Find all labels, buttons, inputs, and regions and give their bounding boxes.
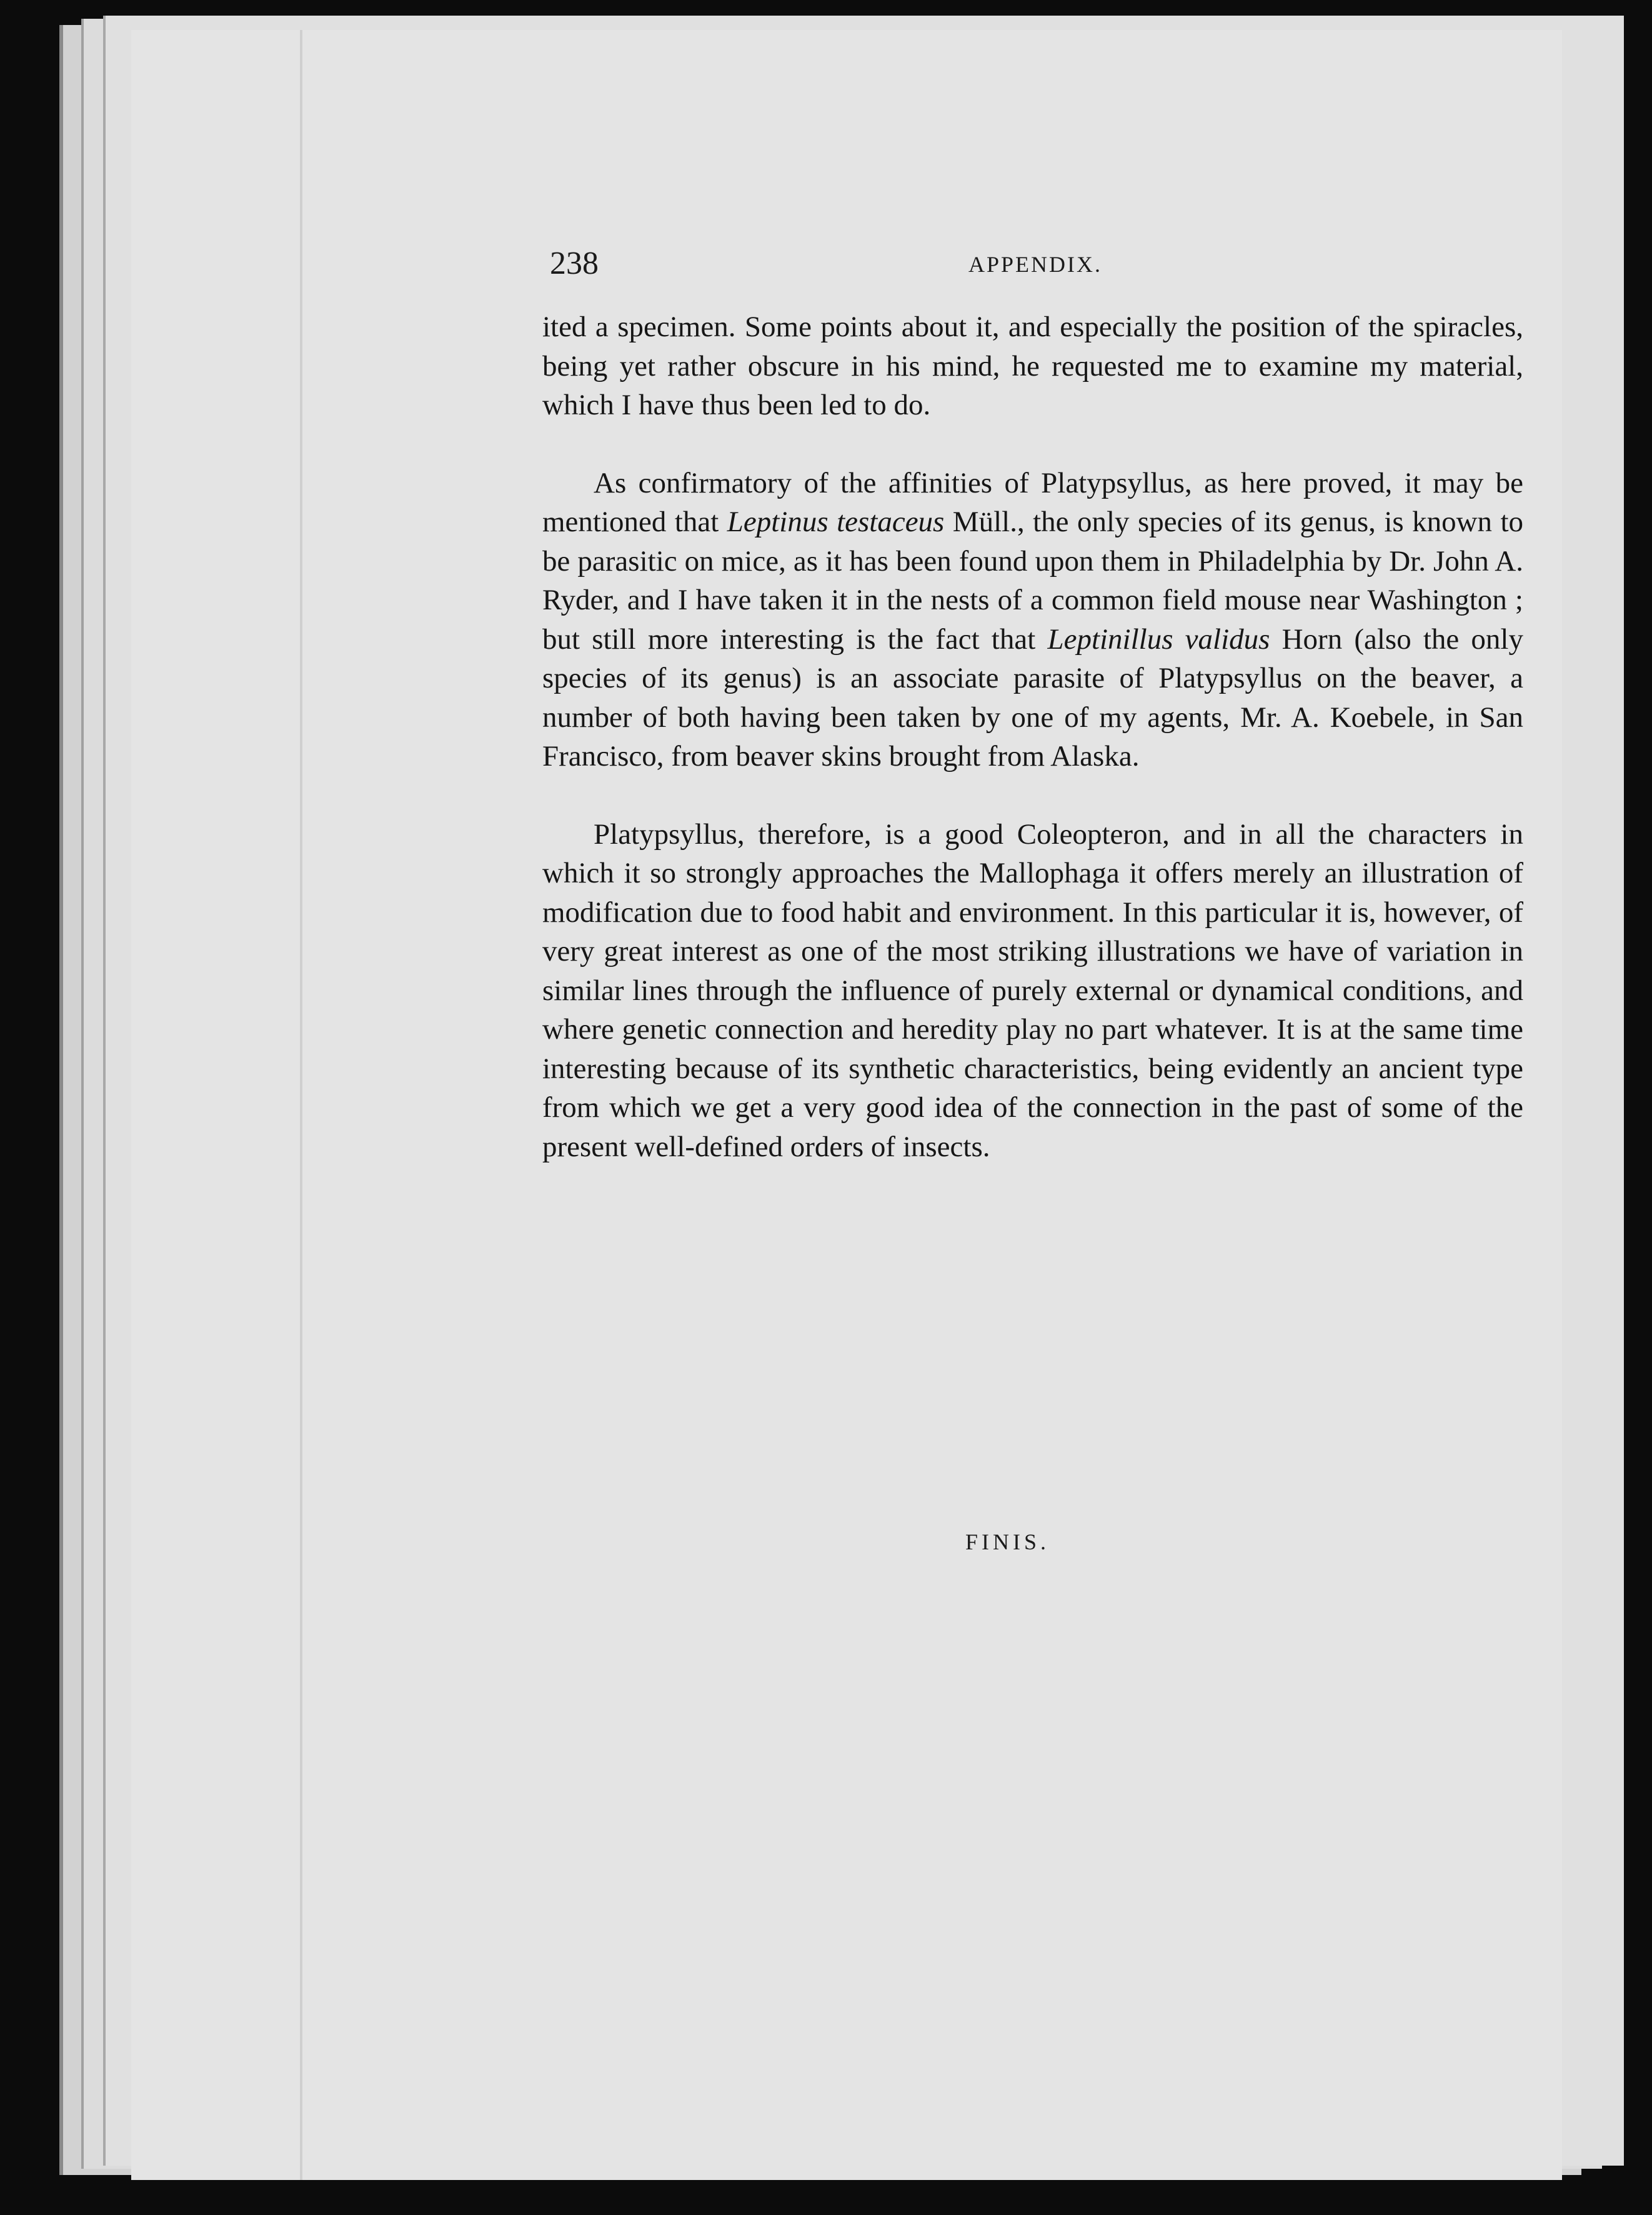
paragraph — [542, 464, 1523, 776]
paragraph-gap — [542, 776, 1523, 815]
paragraph — [542, 308, 1523, 425]
running-head: APPENDIX. — [968, 252, 1103, 277]
body-text — [542, 308, 1523, 1166]
text-segment: As confirmatory of the affinities of Platypsyllus, as here proved, it may be mentioned that — [542, 466, 1523, 538]
finis-label: FINIS. — [965, 1529, 1050, 1554]
paragraph-gap — [542, 425, 1523, 464]
text-segment: Horn (also the only species of its genus) is an associate parasite of Platypsyllus on the beaver, a number of both having been taken by one of my agents, Mr. A. Koebele, in San Francisco, from beaver skins brought from Alaska. — [542, 622, 1523, 772]
text-segment: Müll., the only species of its genus, is known to be parasitic on mice, as it has been found upon them in Philadelphia by Dr. John A. Ryder, and I have taken it in the nests of a common field mouse near Washington ; but still more interesting is the fact that — [542, 506, 1524, 656]
species-name: Leptinus testaceus — [727, 506, 945, 538]
text-segment: Platypsyllus, therefore, is a good Coleopteron, and in all the characters in which it so strongly approaches the Mallophaga it offers merely an illustration of modification due to food habit and environment. In this particular it is, however, of very great interest as one of the most striking illustrations we have of variation in similar lines through the influence of purely external or dynamical conditions, and where genetic connection and heredity play no part whatever. It is at the same time interesting because of its synthetic characteristics, being evidently an ancient type from which we get a very good idea of the connection in the past of some of the present well-defined orders of insects. — [542, 818, 1523, 1163]
text-segment: ited a specimen. Some points about it, and especially the position of the spiracles, being yet rather obscure in his mind, he requested me to examine my material, which I have thus been led to do. — [542, 311, 1523, 421]
page-number: 238 — [550, 246, 599, 281]
paragraph — [542, 815, 1523, 1167]
species-name: Leptinillus validus — [1047, 622, 1270, 656]
page-gutter — [300, 30, 302, 2180]
page-header — [550, 245, 1525, 289]
